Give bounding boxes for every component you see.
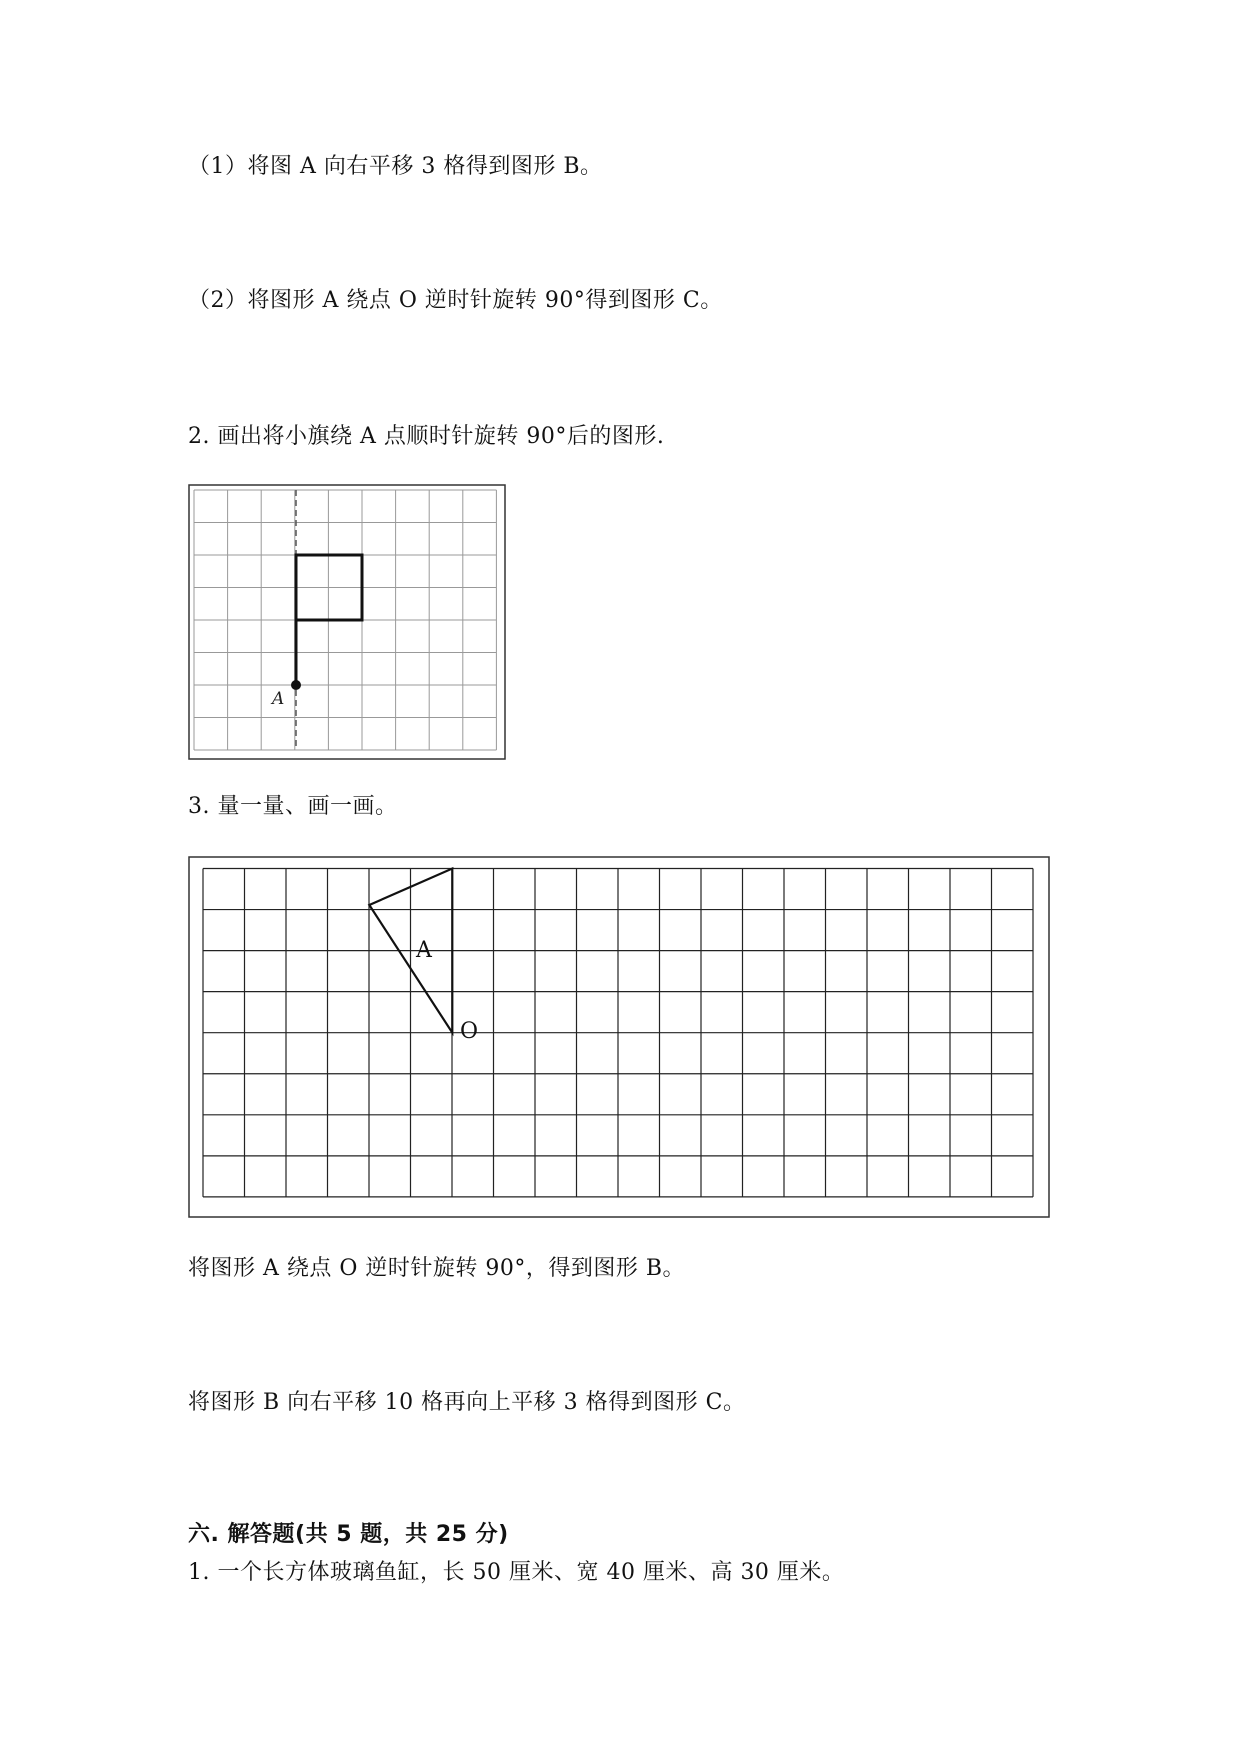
point-a-label: A [272, 689, 285, 709]
triangle-grid-figure [188, 856, 1050, 1222]
figure-frame [189, 857, 1049, 1217]
grid-lines [203, 869, 1033, 1197]
section6-heading: 六. 解答题(共 5 题，共 25 分) [188, 1522, 509, 1547]
flag-grid-figure [188, 484, 506, 764]
triangle-grid-svg [188, 856, 1050, 1218]
q3-task1-text: 将图形 A 绕点 O 逆时针旋转 90°，得到图形 B。 [188, 1256, 686, 1281]
flag-grid-svg [188, 484, 506, 760]
section6-q1-text: 1. 一个长方体玻璃鱼缸，长 50 厘米、宽 40 厘米、高 30 厘米。 [188, 1560, 845, 1585]
triangle-a-label: A [416, 938, 432, 963]
point-o-label: O [460, 1019, 479, 1044]
q3-title: 3. 量一量、画一画。 [188, 794, 398, 819]
flag-shape [296, 555, 362, 685]
q2-title: 2. 画出将小旗绕 A 点顺时针旋转 90°后的图形. [188, 424, 665, 449]
q3-task2-text: 将图形 B 向右平移 10 格再向上平移 3 格得到图形 C。 [188, 1390, 746, 1415]
rotation-point [291, 680, 301, 690]
q1-part1-text: （1）将图 A 向右平移 3 格得到图形 B。 [188, 154, 603, 179]
q1-part2-text: （2）将图形 A 绕点 O 逆时针旋转 90°得到图形 C。 [188, 288, 723, 313]
